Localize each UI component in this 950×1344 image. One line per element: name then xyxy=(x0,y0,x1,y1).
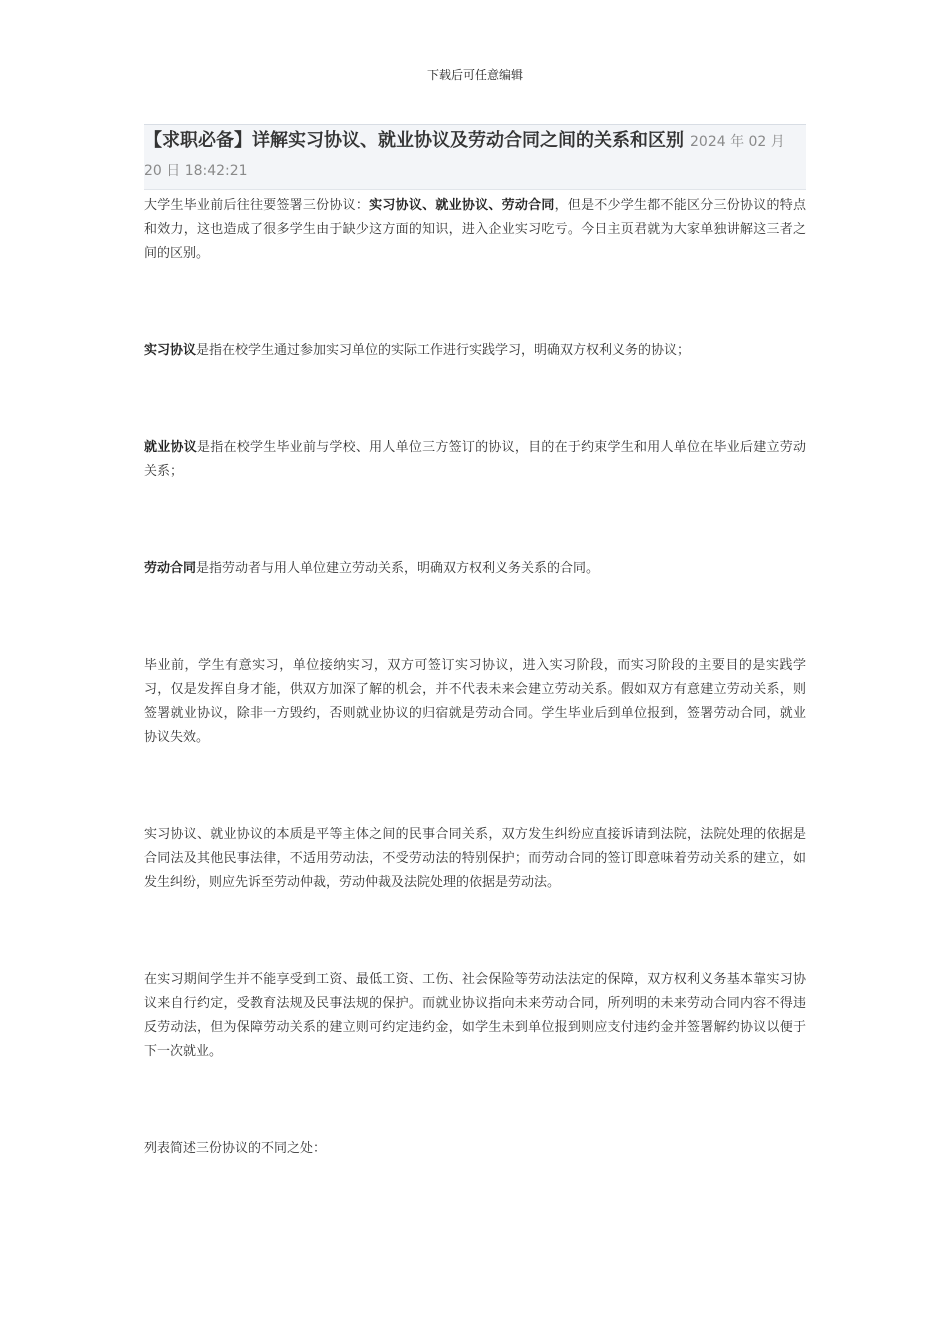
article-title-bar xyxy=(144,124,806,190)
intro-bold-terms: 实习协议、就业协议、劳动合同 xyxy=(369,198,555,213)
definition-text: 是指在校学生通过参加实习单位的实际工作进行实践学习，明确双方权利义务的协议； xyxy=(196,343,691,358)
article-date: 2024 年 02 月 20 日 18:42:21 xyxy=(144,134,785,179)
body-paragraph-1: 毕业前，学生有意实习，单位接纳实习，双方可签订实习协议，进入实习阶段，而实习阶段的主要目的是实践学习，仅是发挥自身才能，供双方加深了解的机会，并不代表未来会建立劳动关系。假如双方有意建立劳动关系，则签署就业协议，除非一方毁约，否则就业协议的归宿就是劳动合同。学生毕业后到单位报到，签署劳动合同，就业协议失效。 xyxy=(144,658,806,745)
definition-text: 是指劳动者与用人单位建立劳动关系，明确双方权利义务关系的合同。 xyxy=(196,561,600,576)
intro-paragraph xyxy=(144,194,806,266)
download-note: 下载后可任意编辑 xyxy=(426,68,523,82)
definition-employment xyxy=(144,436,806,484)
body-paragraph-2: 实习协议、就业协议的本质是平等主体之间的民事合同关系，双方发生纠纷应直接诉请到法院，法院处理的依据是合同法及其他民事法律，不适用劳动法，不受劳动法的特别保护；而劳动合同的签订即意味着劳动关系的建立，如发生纠纷，则应先诉至劳动仲裁，劳动仲裁及法院处理的依据是劳动法。 xyxy=(144,827,806,890)
definition-text: 是指在校学生毕业前与学校、用人单位三方签订的协议，目的在于约束学生和用人单位在毕业后建立劳动关系； xyxy=(144,440,806,479)
definition-term: 就业协议 xyxy=(144,440,197,455)
definition-internship xyxy=(144,339,806,363)
intro-prefix: 大学生毕业前后往往要签署三份协议： xyxy=(144,198,370,213)
definition-term: 实习协议 xyxy=(144,343,197,358)
intro-suffix: ，但是不少学生都不能区分三份协议的特点和效力，这也造成了很多学生由于缺少这方面的知识，进入企业实习吃亏。今日主页君就为大家单独讲解这三者之间的区别。 xyxy=(144,198,806,261)
article-title: 【求职必备】详解实习协议、就业协议及劳动合同之间的关系和区别 xyxy=(144,130,684,151)
definition-term: 劳动合同 xyxy=(144,561,197,576)
definition-labor-contract xyxy=(144,557,806,581)
body-paragraph-3: 在实习期间学生并不能享受到工资、最低工资、工伤、社会保险等劳动法法定的保障，双方权利义务基本靠实习协议来自行约定，受教育法规及民事法规的保护。而就业协议指向未来劳动合同，所列明的未来劳动合同内容不得违反劳动法，但为保障劳动关系的建立则可约定违约金，如学生未到单位报到则应支付违约金并签署解约协议以便于下一次就业。 xyxy=(144,972,806,1059)
list-intro-paragraph: 列表简述三份协议的不同之处： xyxy=(144,1141,327,1156)
article xyxy=(144,124,806,1161)
